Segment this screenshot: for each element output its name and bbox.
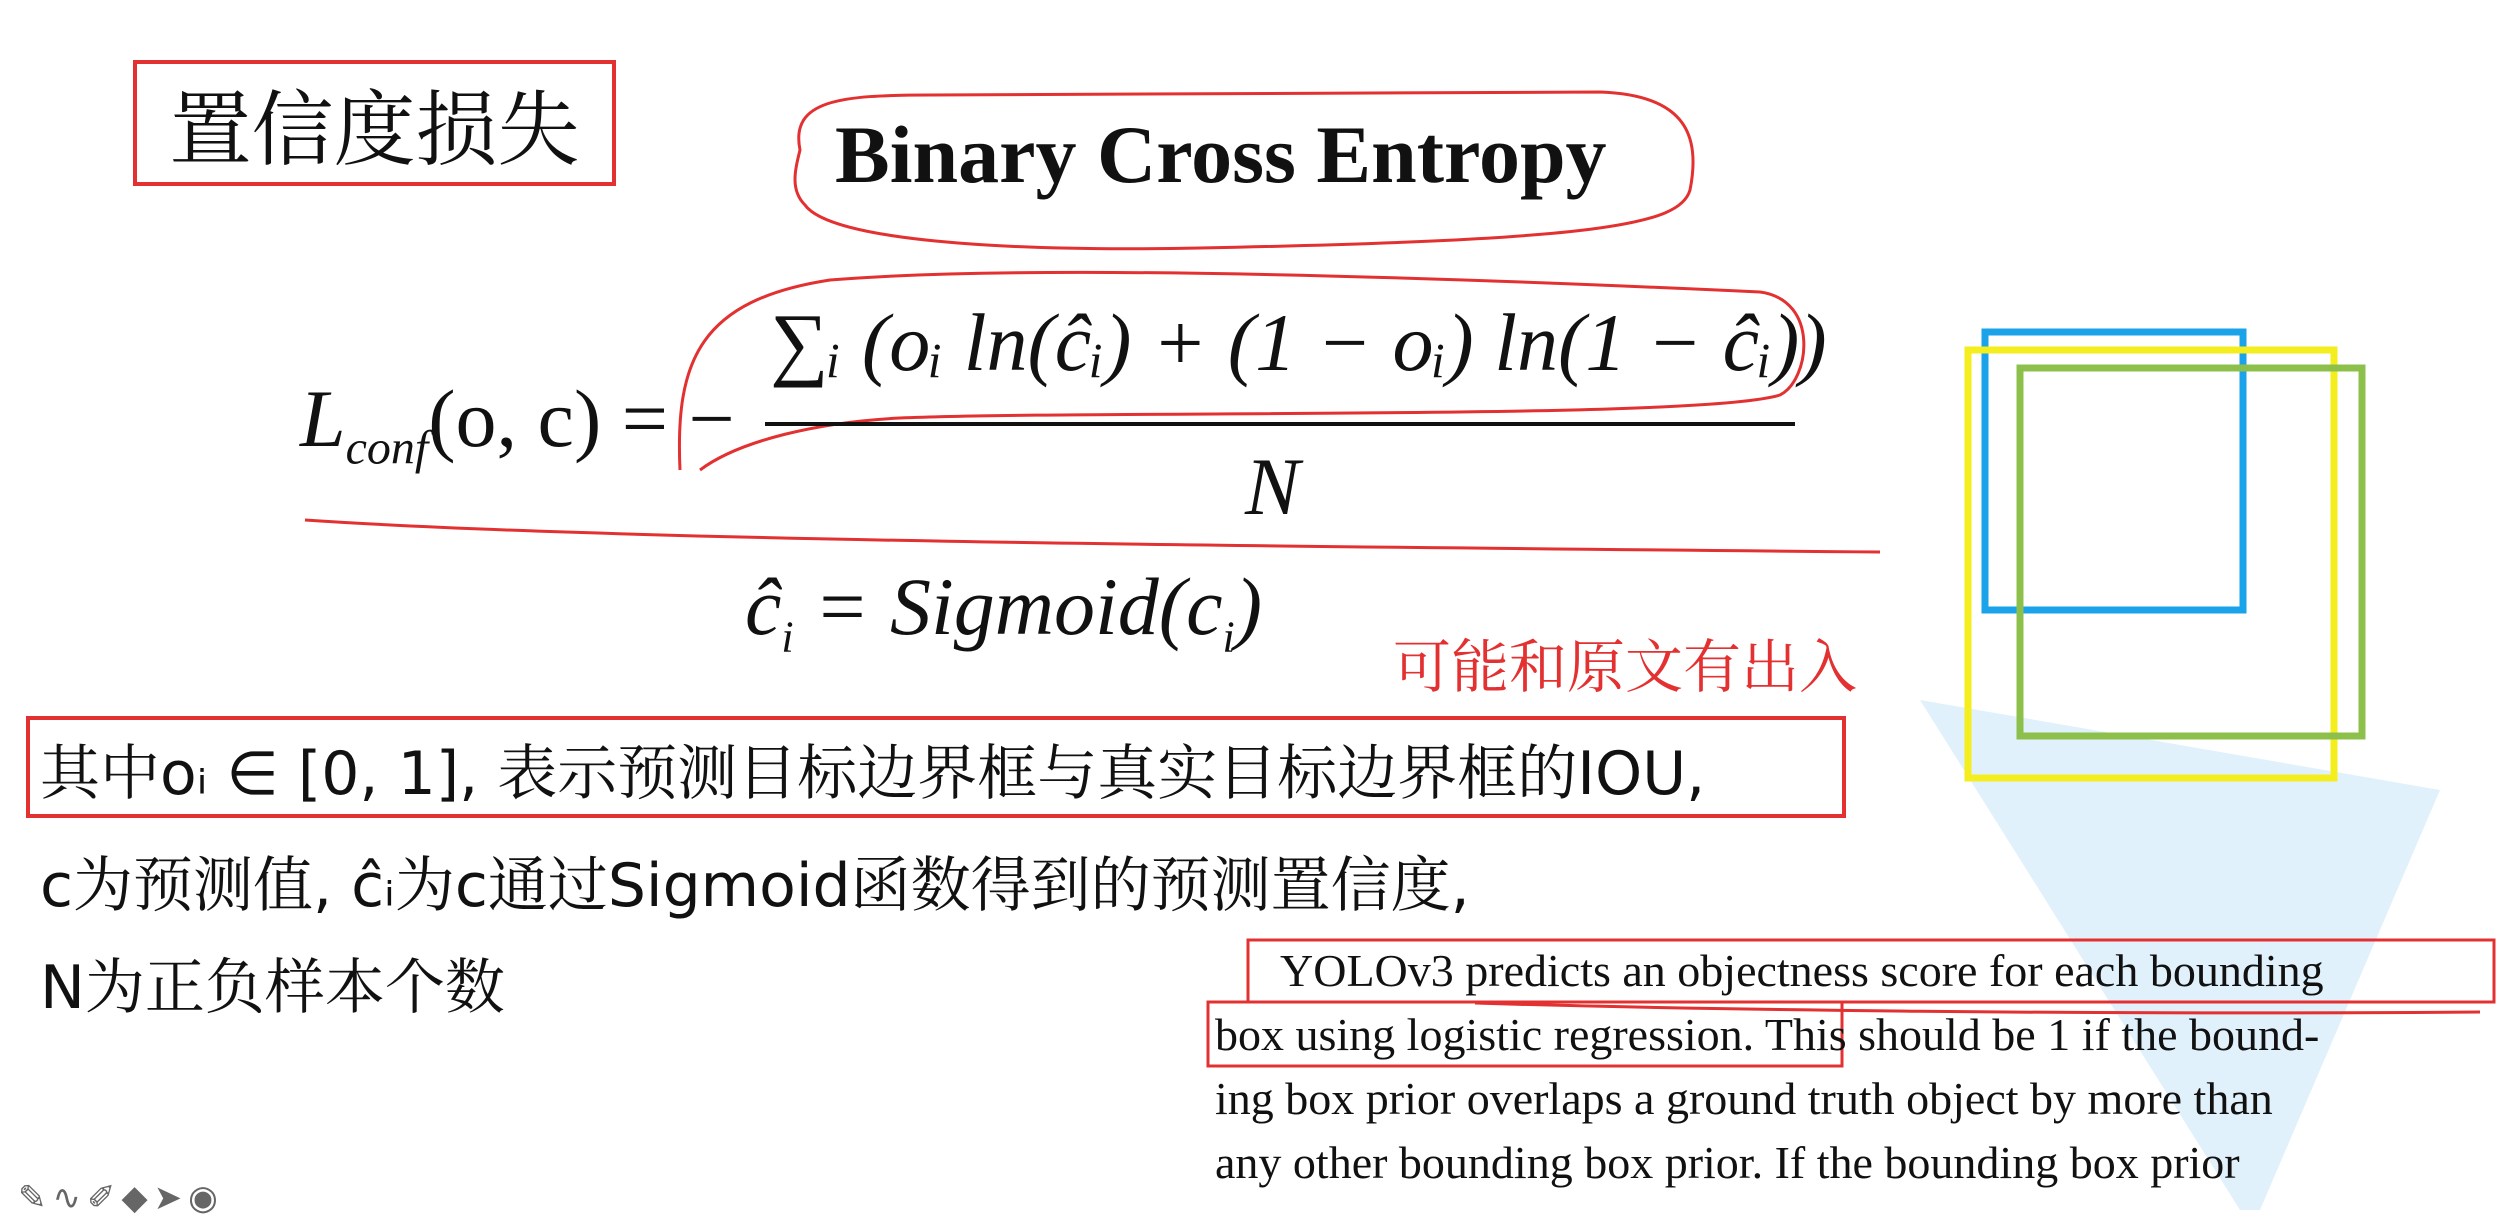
heading-ellipse [795,92,1693,249]
formula-lhs-sub: conf [345,421,429,475]
sigmoid-lhs-sub: i [781,612,794,662]
paper-line-3: ing box prior overlaps a ground truth object by more than [1215,1073,2273,1124]
highlighter-icon[interactable]: ✐ [87,1178,122,1218]
formula-lhs-symbol: L [300,373,346,464]
blue-box [1985,332,2243,610]
underline-stroke [305,520,1880,552]
sigmoid-rhs-close: ) [1234,561,1263,652]
sigmoid-formula [745,560,1262,662]
pen-icon[interactable]: ✎ [18,1178,53,1218]
description-line-2: c为预测值, ĉᵢ为c通过Sigmoid函数得到的预测置信度, [40,851,1470,921]
curve-icon[interactable]: ∿ [52,1178,87,1218]
green-box [2020,368,2362,736]
sigmoid-rhs: = Sigmoid(c [814,561,1223,652]
paper-line-4: any other bounding box prior. If the bounding box prior [1215,1137,2240,1188]
formula-numerator: ∑ᵢ (oᵢ ln(ĉᵢ) + (1 − oᵢ) ln(1 − ĉᵢ)) [770,297,1827,388]
paper-line-1: YOLOv3 predicts an objectness score for each bounding [1280,945,2324,996]
heading-bce: Binary Cross Entropy [835,109,1607,200]
formula-lhs [300,372,735,475]
description-line-1: 其中oᵢ ∈ [0, 1], 表示预测目标边界框与真实目标边界框的IOU, [40,739,1706,809]
description-line-3: N为正负样本个数 [40,953,505,1023]
eraser-icon[interactable]: ◆ [121,1178,154,1218]
formula-lhs-args: (o, c) = − [428,373,735,464]
note-label: 可能和原文有出入 [1393,633,1858,701]
formula-denominator: N [1245,441,1300,532]
laser-icon[interactable]: ◉ [188,1178,224,1218]
paper-line-2: box using logistic regression. This should be 1 if the bound- [1215,1009,2320,1060]
pointer-icon[interactable]: ➤ [153,1178,189,1218]
sigmoid-rhs-sub: i [1222,612,1235,662]
sigmoid-lhs: ĉ [745,561,782,652]
annotation-toolbar [18,1178,224,1218]
slide-title: 置信度损失 [133,60,616,186]
